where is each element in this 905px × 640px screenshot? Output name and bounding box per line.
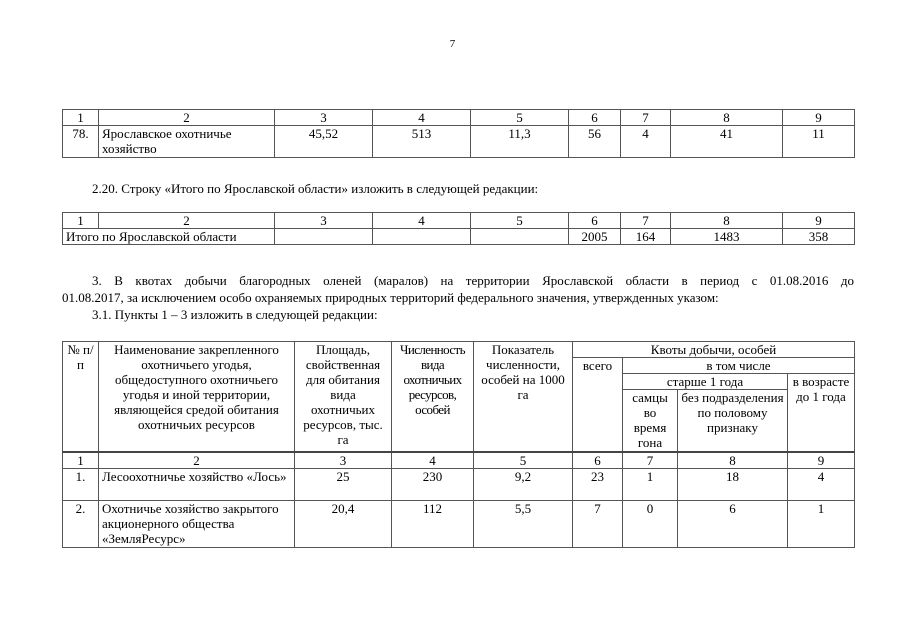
cell-males: 164: [621, 229, 671, 245]
col-num: 8: [671, 213, 783, 229]
paragraph-3-line1: 3. В квотах добычи благородных оленей (маралов) на территории Ярославской области в период с 01.08.2016 до: [92, 273, 854, 288]
header-row-1: [63, 342, 855, 358]
col-num: 4: [373, 110, 471, 126]
header-total: всего: [573, 358, 623, 452]
header-indicator: Показатель численности, особей на 1000 га: [474, 342, 573, 452]
paragraph-2-20: 2.20. Строку «Итого по Ярославской области» изложить в следующей редакции:: [92, 181, 539, 196]
cell-nodiv: 1483: [671, 229, 783, 245]
cell-total: 7: [573, 500, 623, 547]
cell-total: 23: [573, 468, 623, 500]
header-nodiv: без подразделения по половому признаку: [678, 390, 788, 452]
cell-young: 11: [783, 126, 855, 158]
col-num: 2: [99, 110, 275, 126]
col-num: 4: [373, 213, 471, 229]
cell-young: 4: [788, 468, 855, 500]
col-num: 8: [671, 110, 783, 126]
cell-indicator: 11,3: [471, 126, 569, 158]
cell-index: 2.: [63, 500, 99, 547]
header-quotas: Квоты добычи, особей: [573, 342, 855, 358]
cell-population: 112: [392, 500, 474, 547]
cell-name: Ярославское охотничье хозяйство: [99, 126, 275, 158]
cell-indicator: 5,5: [474, 500, 573, 547]
col-num: 5: [471, 110, 569, 126]
cell-name: Итого по Ярославской области: [63, 229, 275, 245]
cell-males: 4: [621, 126, 671, 158]
col-num: 6: [569, 213, 621, 229]
col-num: 9: [783, 213, 855, 229]
table-row: [63, 500, 855, 547]
col-num: 4: [392, 452, 474, 469]
col-num: 2: [99, 452, 295, 469]
col-num: 6: [569, 110, 621, 126]
cell-area: 25: [295, 468, 392, 500]
col-num: 7: [621, 213, 671, 229]
col-num: 7: [621, 110, 671, 126]
cell-index: 78.: [63, 126, 99, 158]
table-quotas: [62, 341, 855, 548]
cell-males: 1: [623, 468, 678, 500]
col-num: 5: [474, 452, 573, 469]
col-num: 5: [471, 213, 569, 229]
cell-name: Лесоохотничье хозяйство «Лось»: [99, 468, 295, 500]
cell-young: 358: [783, 229, 855, 245]
col-num: 1: [63, 452, 99, 469]
cell-index: 1.: [63, 468, 99, 500]
col-num: 7: [623, 452, 678, 469]
cell-population: 513: [373, 126, 471, 158]
cell-population: 230: [392, 468, 474, 500]
header-older: старше 1 года: [623, 374, 788, 390]
header-including: в том числе: [623, 358, 855, 374]
header-young: в возрасте до 1 года: [788, 374, 855, 452]
cell-name: Охотничье хозяйство закрытого акционерного общества «ЗемляРесурс»: [99, 500, 295, 547]
cell-area: 20,4: [295, 500, 392, 547]
col-num: 9: [788, 452, 855, 469]
cell-total: 2005: [569, 229, 621, 245]
paragraph-3-line2: 01.08.2017, за исключением особо охраняемых природных территорий федерального значения, утвержденных указом:: [62, 290, 719, 305]
col-num: 9: [783, 110, 855, 126]
cell-population: [373, 229, 471, 245]
col-num: 3: [275, 110, 373, 126]
cell-nodiv: 18: [678, 468, 788, 500]
cell-area: [275, 229, 373, 245]
col-num: 2: [99, 213, 275, 229]
header-num: № п/п: [63, 342, 99, 452]
col-num: 3: [275, 213, 373, 229]
table-row: [63, 468, 855, 500]
cell-area: 45,52: [275, 126, 373, 158]
table-hunting-farm-78: [62, 109, 855, 158]
col-num: 3: [295, 452, 392, 469]
col-num: 8: [678, 452, 788, 469]
header-area: Площадь, свойственная для обитания вида охотничьих ресурсов, тыс. га: [295, 342, 392, 452]
col-num: 6: [573, 452, 623, 469]
header-name: Наименование закрепленного охотничьего угодья, общедоступного охотничьего угодья и иной территории, являющейся средой обитания охотничьих ресурсов: [99, 342, 295, 452]
cell-nodiv: 41: [671, 126, 783, 158]
header-population: Численность вида охотничьих ресурсов, особей: [392, 342, 474, 452]
cell-indicator: 9,2: [474, 468, 573, 500]
table-header-row: [63, 110, 855, 126]
column-numbers-row: [63, 452, 855, 469]
paragraph-3-1: 3.1. Пункты 1 – 3 изложить в следующей редакции:: [92, 307, 378, 322]
table-row: [63, 126, 855, 158]
cell-nodiv: 6: [678, 500, 788, 547]
col-num: 1: [63, 213, 99, 229]
col-num: 1: [63, 110, 99, 126]
cell-young: 1: [788, 500, 855, 547]
page-number: 7: [449, 38, 456, 50]
cell-total: 56: [569, 126, 621, 158]
table-row: [63, 229, 855, 245]
table-header-row: [63, 213, 855, 229]
table-total-yaroslavl: [62, 212, 855, 245]
cell-indicator: [471, 229, 569, 245]
cell-males: 0: [623, 500, 678, 547]
header-males: самцы во время гона: [623, 390, 678, 452]
